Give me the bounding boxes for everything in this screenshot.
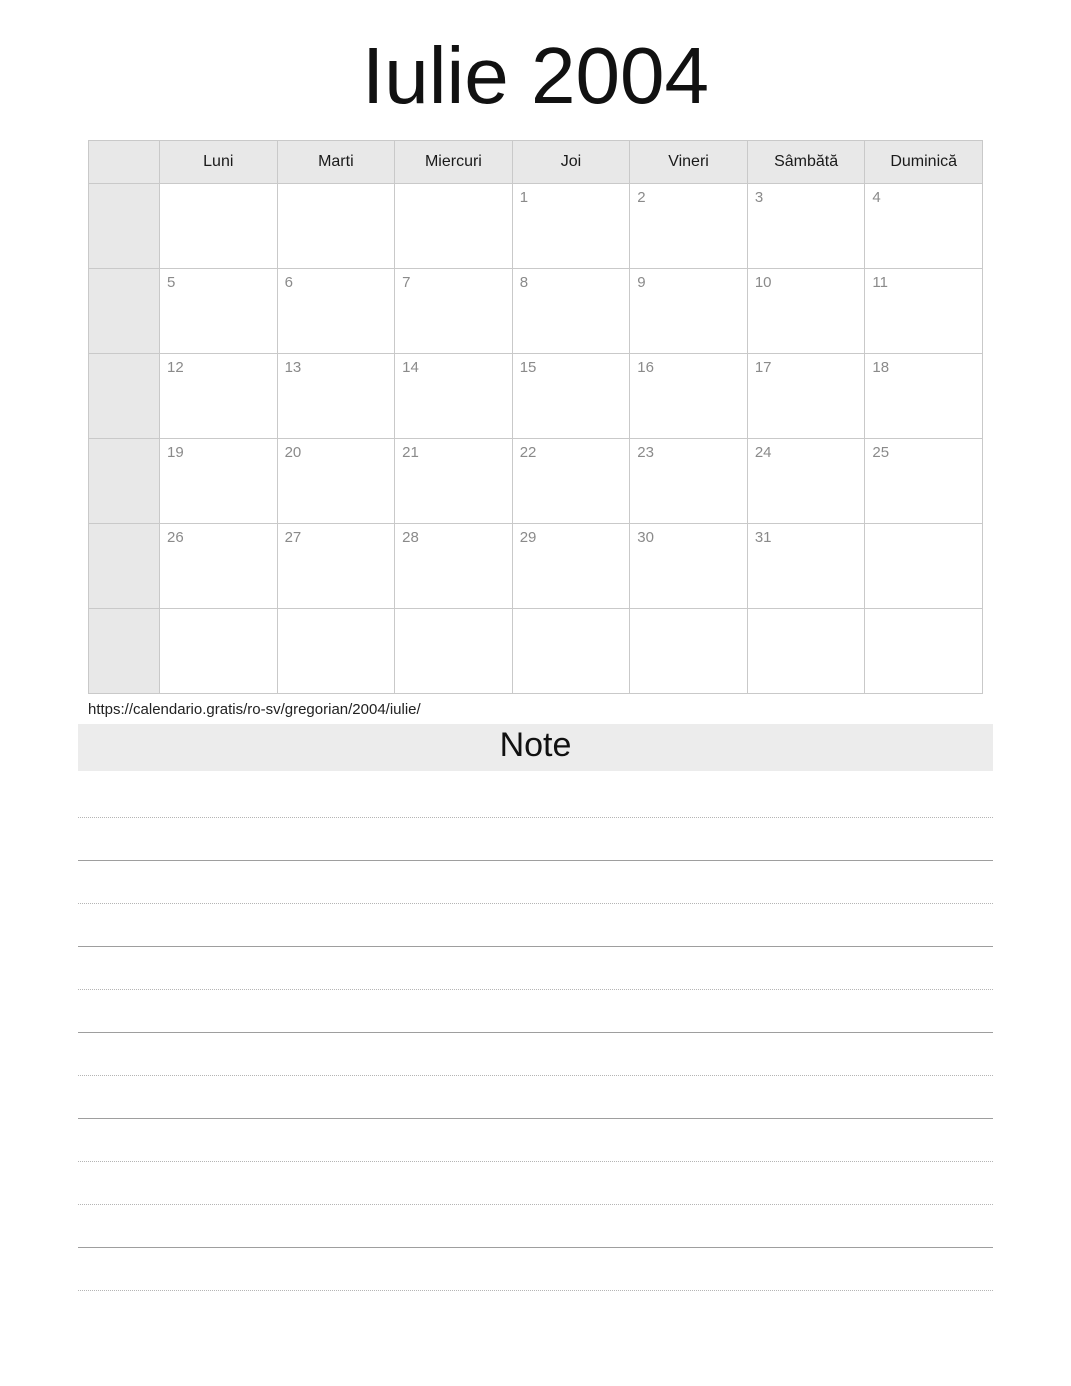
day-cell — [747, 524, 865, 609]
day-cell — [865, 439, 983, 524]
calendar-week-row — [89, 439, 983, 524]
week-number-cell — [89, 184, 160, 269]
calendar-container — [88, 140, 983, 694]
calendar-header-row — [89, 141, 983, 184]
day-cell — [277, 524, 395, 609]
day-cell — [630, 524, 748, 609]
day-number: 31 — [754, 529, 772, 546]
day-cell — [865, 354, 983, 439]
day-cell — [160, 184, 278, 269]
day-number: 13 — [284, 359, 302, 376]
day-cell — [512, 184, 630, 269]
day-cell — [277, 184, 395, 269]
day-cell — [395, 524, 513, 609]
page-title: Iulie 2004 — [362, 31, 709, 120]
day-number: 2 — [637, 189, 646, 206]
day-cell — [512, 524, 630, 609]
day-number: 14 — [402, 359, 419, 376]
note-line[interactable] — [78, 1205, 993, 1248]
day-number — [865, 609, 982, 615]
day-number: 21 — [402, 444, 419, 461]
day-cell — [865, 269, 983, 354]
day-number: 11 — [872, 274, 888, 291]
day-number: 20 — [284, 444, 302, 461]
weekday-header-friday: Vineri — [630, 141, 748, 184]
note-line[interactable] — [78, 818, 993, 861]
calendar-table — [88, 140, 983, 694]
day-cell — [630, 184, 748, 269]
calendar-week-row — [89, 524, 983, 609]
day-cell — [512, 609, 630, 694]
weekday-header-wednesday: Miercuri — [395, 141, 513, 184]
day-cell — [395, 269, 513, 354]
day-cell — [160, 609, 278, 694]
day-cell — [512, 269, 630, 354]
notes-lines — [78, 775, 993, 1291]
note-line[interactable] — [78, 947, 993, 990]
day-number: 1 — [519, 189, 529, 206]
day-number: 9 — [637, 274, 646, 291]
week-number-cell — [89, 524, 160, 609]
day-number: 10 — [754, 274, 772, 291]
calendar-week-row — [89, 269, 983, 354]
day-number — [865, 524, 982, 530]
day-number: 23 — [637, 444, 654, 461]
day-cell — [160, 524, 278, 609]
day-cell — [630, 269, 748, 354]
day-number: 4 — [872, 189, 881, 206]
calendar-week-row — [89, 609, 983, 694]
week-number-cell — [89, 609, 160, 694]
day-cell — [395, 354, 513, 439]
weekday-header-sunday: Duminică — [865, 141, 983, 184]
day-cell — [747, 269, 865, 354]
note-line[interactable] — [78, 1248, 993, 1291]
day-number — [395, 609, 512, 615]
day-number — [160, 609, 277, 615]
day-number: 28 — [402, 529, 419, 546]
day-cell — [160, 269, 278, 354]
day-cell — [865, 524, 983, 609]
day-number: 19 — [167, 444, 184, 461]
day-cell — [512, 439, 630, 524]
calendar-week-row — [89, 184, 983, 269]
source-url[interactable]: https://calendario.gratis/ro-sv/gregorian/2004/iulie/ — [88, 701, 421, 718]
day-cell — [395, 609, 513, 694]
day-cell — [865, 609, 983, 694]
day-cell — [747, 184, 865, 269]
day-number: 7 — [402, 274, 411, 291]
day-number: 5 — [167, 274, 176, 291]
day-number: 12 — [167, 359, 184, 376]
note-line[interactable] — [78, 1033, 993, 1076]
day-number: 15 — [519, 359, 537, 376]
week-number-header — [89, 141, 160, 184]
day-number: 17 — [754, 359, 772, 376]
notes-section — [78, 724, 993, 1291]
calendar-week-row — [89, 354, 983, 439]
day-number: 24 — [754, 444, 772, 461]
day-number — [748, 609, 865, 615]
day-number: 3 — [754, 189, 764, 206]
week-number-cell — [89, 269, 160, 354]
day-cell — [747, 609, 865, 694]
day-number: 27 — [284, 529, 302, 546]
day-cell — [277, 354, 395, 439]
day-cell — [747, 354, 865, 439]
weekday-header-thursday: Joi — [512, 141, 630, 184]
week-number-cell — [89, 354, 160, 439]
day-number: 18 — [872, 359, 890, 376]
day-cell — [277, 269, 395, 354]
day-cell — [630, 439, 748, 524]
day-cell — [630, 609, 748, 694]
day-number: 26 — [167, 529, 184, 546]
weekday-header-monday: Luni — [160, 141, 278, 184]
day-number — [278, 609, 395, 615]
day-cell — [277, 439, 395, 524]
day-number — [395, 184, 512, 190]
day-number: 30 — [637, 529, 654, 546]
day-cell — [395, 184, 513, 269]
day-number: 25 — [872, 444, 890, 461]
day-number: 22 — [519, 444, 537, 461]
day-number: 8 — [519, 274, 529, 291]
weekday-header-saturday: Sâmbătă — [747, 141, 865, 184]
day-cell — [160, 354, 278, 439]
day-cell — [512, 354, 630, 439]
note-line[interactable] — [78, 775, 993, 818]
note-line[interactable] — [78, 1162, 993, 1205]
day-number — [513, 609, 630, 615]
week-number-cell — [89, 439, 160, 524]
note-line[interactable] — [78, 990, 993, 1033]
day-cell — [160, 439, 278, 524]
notes-heading: Note — [78, 724, 993, 771]
note-line[interactable] — [78, 861, 993, 904]
note-line[interactable] — [78, 1076, 993, 1119]
day-number: 29 — [519, 529, 537, 546]
day-cell — [395, 439, 513, 524]
note-line[interactable] — [78, 1119, 993, 1162]
note-line[interactable] — [78, 904, 993, 947]
day-number: 6 — [284, 274, 293, 291]
weekday-header-tuesday: Marti — [277, 141, 395, 184]
day-number — [630, 609, 747, 615]
day-number: 16 — [637, 359, 654, 376]
day-number — [278, 184, 395, 190]
day-cell — [277, 609, 395, 694]
day-cell — [865, 184, 983, 269]
day-cell — [630, 354, 748, 439]
day-cell — [747, 439, 865, 524]
day-number — [160, 184, 277, 190]
